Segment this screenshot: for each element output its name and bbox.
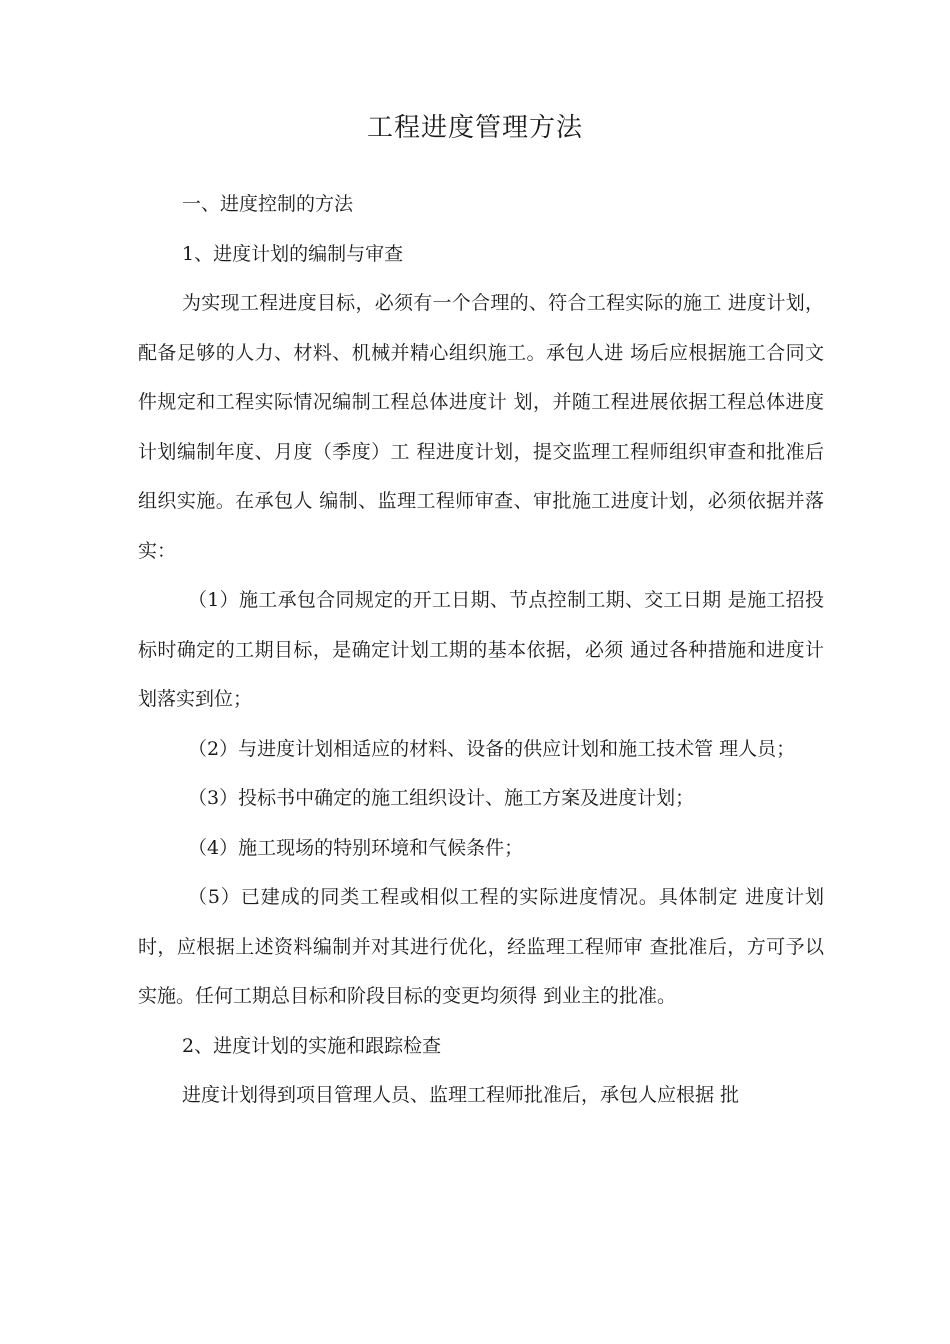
- list-item: （5）已建成的同类工程或相似工程的实际进度情况。具体制定 进度计划时，应根据上述资料编制并对其进行优化，经监理工程师审 查批准后，方可予以实施。任何工期总目标和阶段目标的变更均须得 到业主的批准。: [138, 886, 824, 1007]
- document-title: 工程进度管理方法: [366, 113, 583, 143]
- paragraph: 进度计划得到项目管理人员、监理工程师批准后，承包人应根据 批: [182, 1084, 740, 1106]
- list-item: （2）与进度计划相适应的材料、设备的供应计划和施工技术管 理人员；: [188, 737, 796, 760]
- subsection-heading: 2、进度计划的实施和跟踪检查: [182, 1034, 442, 1057]
- list-item: （1）施工承包合同规定的开工日期、节点控制工期、交工日期 是施工招投标时确定的工期目标，是确定计划工期的基本依据，必须 通过各种措施和进度计划落实到位；: [138, 589, 824, 710]
- section-heading: 一、进度控制的方法: [182, 193, 354, 215]
- document-body: [138, 180, 824, 1121]
- list-item: （4）施工现场的特别环境和气候条件；: [188, 836, 524, 859]
- paragraph: 为实现工程进度目标，必须有一个合理的、符合工程实际的施工 进度计划，配备足够的人力、材料、机械并精心组织施工。承包人进 场后应根据施工合同文件规定和工程实际情况编制工程总体进度计 划，并随工程进展依据工程总体进度计划编制年度、月度（季度）工 程进度计划，提交监理工程师组织审查和批准后组织实施。在承包人 编制、监理工程师审查、审批施工进度计划，必须依据并落实：: [138, 292, 824, 562]
- subsection-heading: 1、进度计划的编制与审查: [182, 242, 404, 265]
- list-item: （3）投标书中确定的施工组织设计、施工方案及进度计划；: [188, 787, 695, 809]
